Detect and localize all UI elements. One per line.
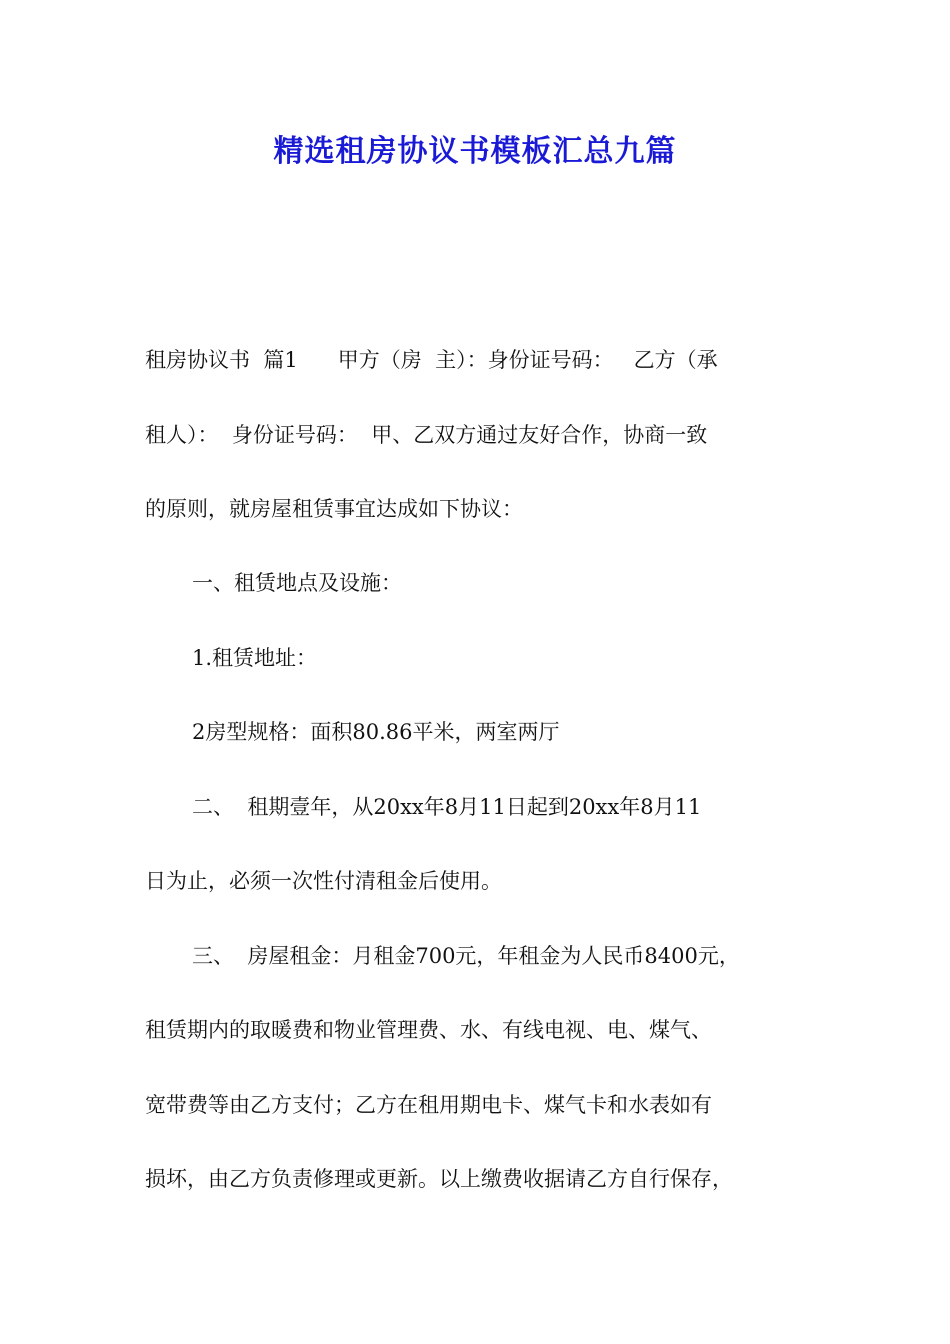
paragraph-line: 租赁期内的取暖费和物业管理费、水、有线电视、电、煤气、 bbox=[145, 1018, 712, 1042]
paragraph-line: 2房型规格：面积80.86平米，两室两厅 bbox=[192, 720, 560, 744]
paragraph-line: 租人）： 身份证号码： 甲、乙双方通过友好合作，协商一致 bbox=[145, 423, 708, 447]
paragraph-line: 损坏，由乙方负责修理或更新。以上缴费收据请乙方自行保存， bbox=[145, 1167, 733, 1191]
document-title: 精选租房协议书模板汇总九篇 bbox=[273, 134, 677, 169]
paragraph-line: 二、 租期壹年，从20xx年8月11日起到20xx年8月11 bbox=[192, 795, 702, 819]
paragraph-line: 宽带费等由乙方支付；乙方在租用期电卡、煤气卡和水表如有 bbox=[145, 1093, 712, 1117]
paragraph-line: 三、 房屋租金：月租金700元，年租金为人民币8400元， bbox=[192, 944, 740, 968]
paragraph-line: 租房协议书 篇1 甲方（房 主）：身份证号码： 乙方（承 bbox=[145, 348, 718, 372]
paragraph-line: 日为止，必须一次性付清租金后使用。 bbox=[145, 869, 502, 893]
paragraph-line: 的原则，就房屋租赁事宜达成如下协议： bbox=[145, 497, 523, 521]
paragraph-line: 1.租赁地址： bbox=[192, 646, 318, 670]
section-heading: 一、租赁地点及设施： bbox=[192, 571, 402, 595]
